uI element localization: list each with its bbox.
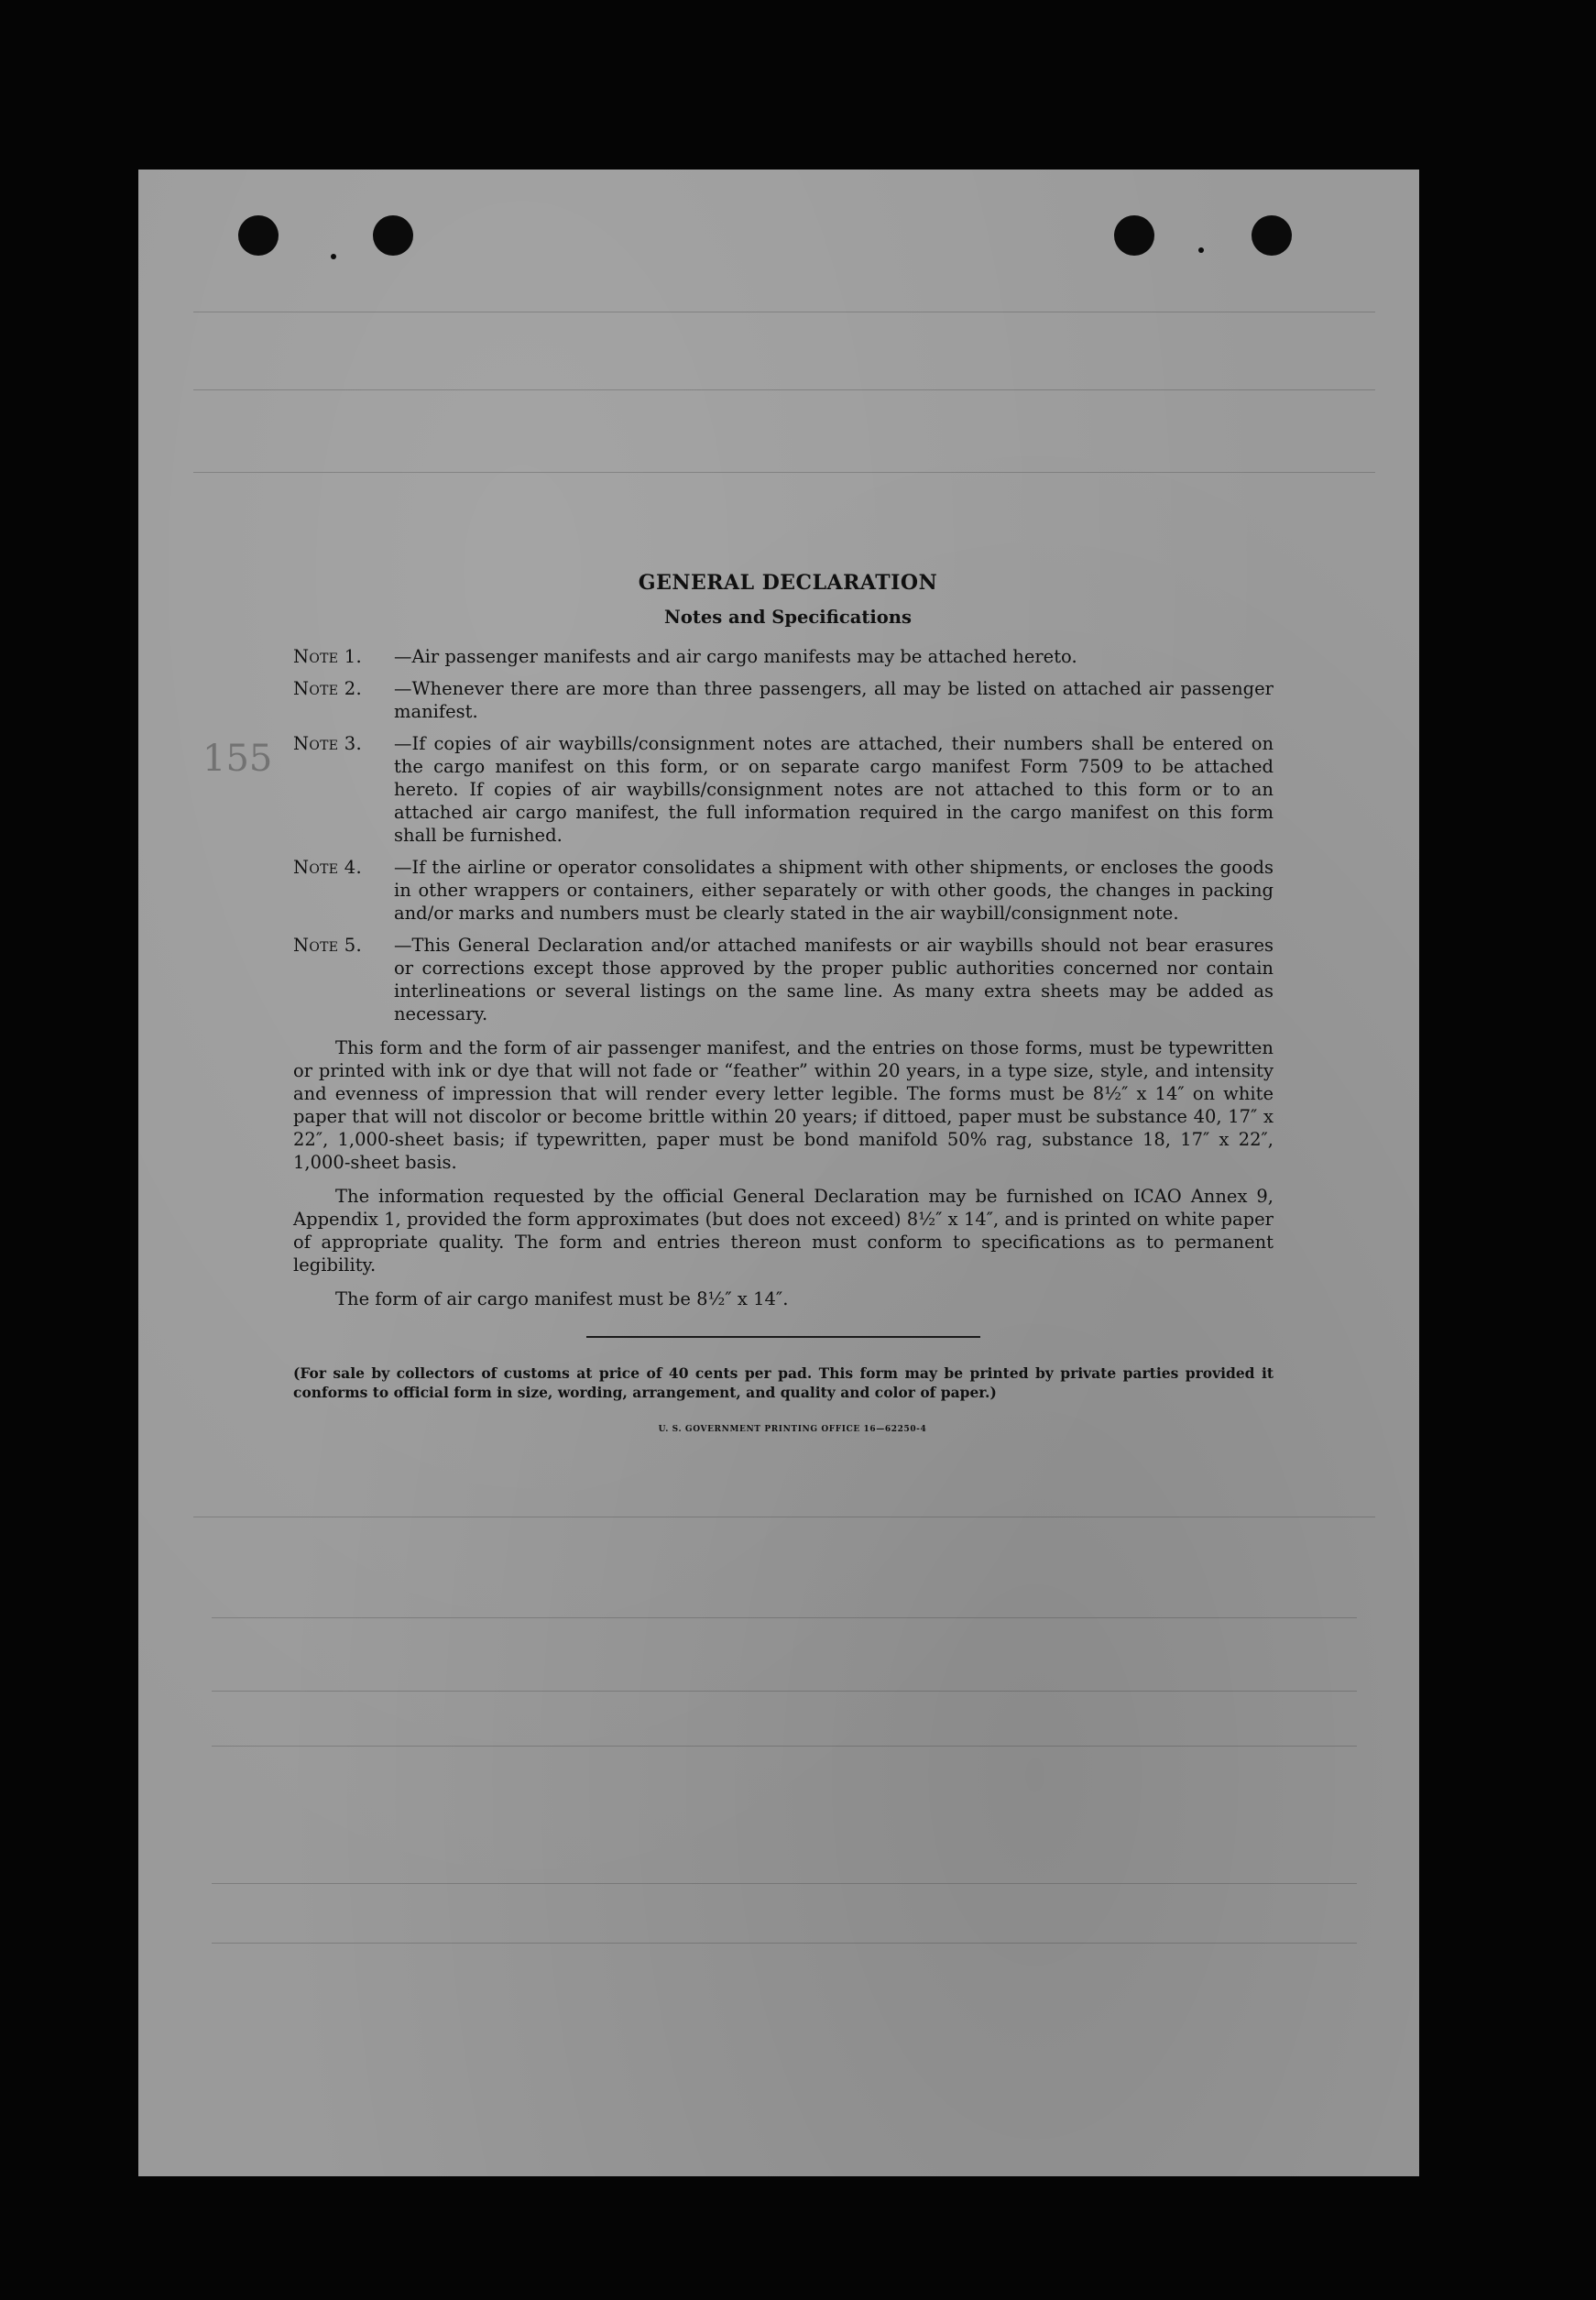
note-text: —Whenever there are more than three passengers, all may be listed on attached air passenger manifest.: [394, 678, 1274, 722]
note-4: [293, 856, 1274, 925]
divider-rule: [586, 1336, 980, 1338]
bleed-through-line: [193, 472, 1375, 473]
note-5: [293, 934, 1274, 1025]
note-label: Note 5.: [293, 935, 363, 956]
punch-dot: [331, 254, 336, 259]
punch-hole: [1114, 215, 1154, 256]
sale-notice: (For sale by collectors of customs at price of 40 cents per pad. This form may be printed by private parties provided it conforms to official form in size, wording, arrangement, and quality and color of paper.): [293, 1364, 1274, 1401]
punch-hole: [373, 215, 413, 256]
note-2: [293, 677, 1274, 723]
note-text: —This General Declaration and/or attached manifests or air waybills should not bear erasures or corrections except those approved by the proper public authorities concerned nor contain interlineations or several listings on the same line. As many extra sheets may be added as necessary.: [394, 935, 1274, 1024]
note-text: —Air passenger manifests and air cargo manifests may be attached hereto.: [394, 646, 1077, 667]
note-label: Note 2.: [293, 678, 363, 699]
notes-and-specifications: [293, 572, 1274, 1441]
margin-number-text: 155: [202, 738, 273, 780]
document-title: GENERAL DECLARATION: [638, 571, 938, 595]
bleed-through-line: [212, 1617, 1357, 1618]
bleed-through-line: [193, 389, 1375, 390]
note-label: Note 1.: [293, 646, 363, 667]
paragraph-cargo-manifest-size: The form of air cargo manifest must be 8½″ x 14″.: [335, 1288, 789, 1309]
note-text: —If the airline or operator consolidates a shipment with other shipments, or encloses the goods in other wrappers or containers, either separately or with other goods, the changes in packing and/or marks and numbers must be clearly stated in the air waybill/consignment note.: [394, 857, 1274, 924]
note-3: [293, 732, 1274, 847]
note-label: Note 4.: [293, 857, 363, 878]
note-label: Note 3.: [293, 733, 363, 754]
bleed-through-line: [212, 1746, 1357, 1747]
printer-line: U. S. GOVERNMENT PRINTING OFFICE 16—62250-4: [658, 1425, 927, 1434]
punch-dot: [1198, 247, 1204, 253]
note-text: —If copies of air waybills/consignment notes are attached, their numbers shall be entered on the cargo manifest on this form, or on separate cargo manifest Form 7509 to be attached hereto. If copies of air waybills/consignment notes are not attached to this form or to an attached air cargo manifest, the full information required in the cargo manifest on this form shall be furnished.: [394, 733, 1274, 846]
punch-hole: [238, 215, 279, 256]
note-1: [293, 645, 1274, 668]
bleed-through-line: [212, 1943, 1357, 1944]
bleed-through-line: [212, 1691, 1357, 1692]
document-subtitle: Notes and Specifications: [664, 607, 912, 628]
paragraph-form-specifications: This form and the form of air passenger manifest, and the entries on those forms, must be typewritten or printed with ink or dye that will not fade or “feather” within 20 years, in a type size, style, and intensity and evenness of impression that will render every letter legible. The forms must be 8½″ x 14″ on white paper that will not discolor or become brittle within 20 years; if dittoed, paper must be substance 40, 17″ x 22″, 1,000-sheet basis; if typewritten, paper must be bond manifold 50% rag, substance 18, 17″ x 22″, 1,000-sheet basis.: [293, 1037, 1274, 1173]
bleed-through-line: [212, 1883, 1357, 1884]
paragraph-icao-annex: The information requested by the official General Declaration may be furnished on ICAO Annex 9, Appendix 1, provided the form approximates (but does not exceed) 8½″ x 14″, and is printed on white paper of appropriate quality. The form and entries thereon must conform to specifications as to permanent legibility.: [293, 1186, 1274, 1276]
margin-number: [202, 738, 272, 780]
punch-hole: [1252, 215, 1292, 256]
